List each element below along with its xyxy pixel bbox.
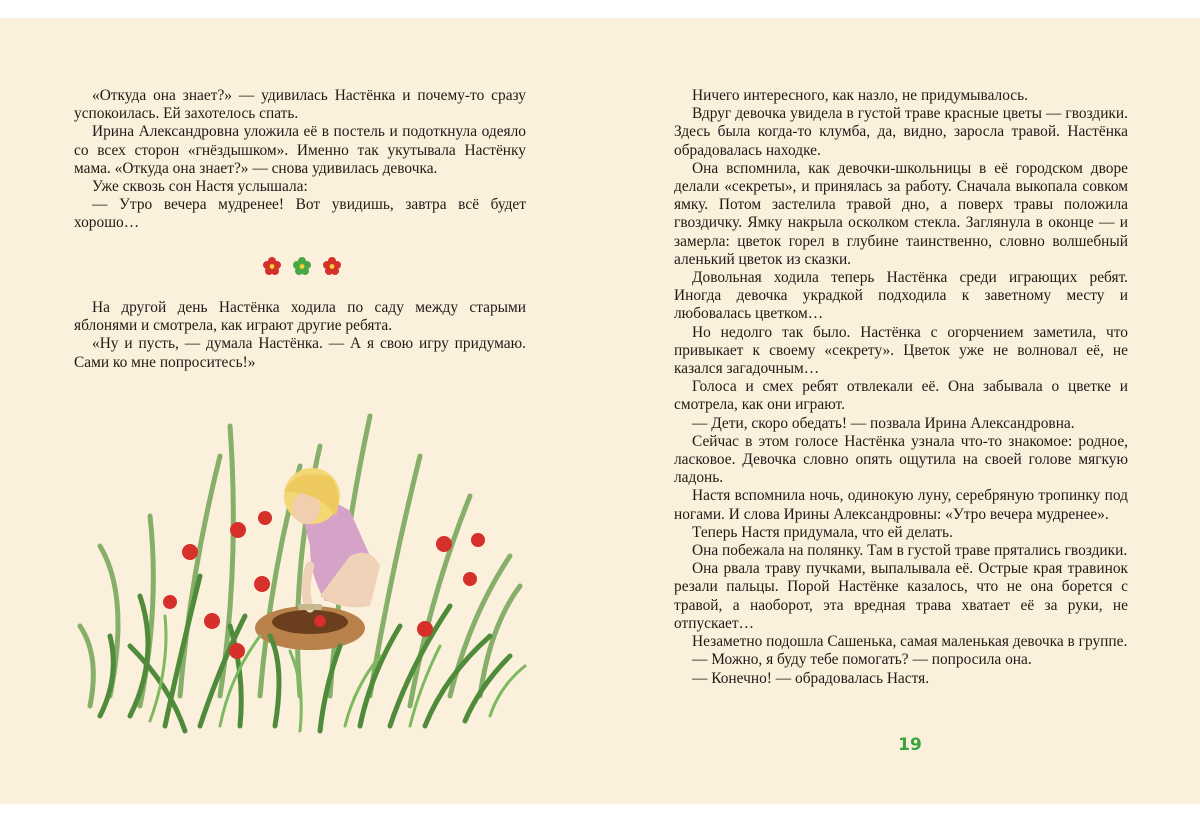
paragraph: «Откуда она знает?» — удивилась Настёнка и почему-то сразу успокоилась. Ей захотелось спать. — [74, 87, 526, 123]
green-flower-icon — [292, 256, 312, 276]
left-bottom-text — [74, 299, 526, 372]
red-flower-icon — [262, 256, 282, 276]
paragraph: Она рвала траву пучками, выпалывала её. Острые края травинок резали пальцы. Порой Настёнке казалось, что не она борется с травой, а наоборот, эта вредная трава хватает её за руки, не отпускает… — [674, 560, 1128, 632]
right-text — [674, 87, 1128, 688]
paragraph: Уже сквозь сон Настя услышала: — [92, 178, 308, 196]
paragraph: Она побежала на полянку. Там в густой траве прятались гвоздики. — [692, 542, 1128, 560]
paragraph: Вдруг девочка увидела в густой траве красные цветы — гвоздики. Здесь была когда-то клумба, да, видно, заросла травой. Настёнка обрадовалась находке. — [674, 105, 1128, 159]
page-number: 19 — [898, 735, 922, 755]
right-page — [600, 18, 1200, 804]
paragraph: Незаметно подошла Сашенька, самая маленькая девочка в группе. — [692, 633, 1128, 651]
paragraph: Довольная ходила теперь Настёнка среди играющих ребят. Иногда девочка украдкой подходила к заветному месту и любовалась цветком… — [674, 269, 1128, 323]
paragraph: Ирина Александровна уложила её в постель и подоткнула одеяло со всех сторон «гнёздышком». Именно так укутывала Настёнку мама. «Откуда она знает?» — снова удивилась девочка. — [74, 123, 526, 177]
paragraph: Теперь Настя придумала, что ей делать. — [692, 523, 953, 541]
girl-in-grass-illustration — [70, 396, 530, 736]
paragraph: — Дети, скоро обедать! — позвала Ирина Александровна. — [692, 414, 1075, 432]
paragraph: Голоса и смех ребят отвлекали её. Она забывала о цветке и смотрела, как они играют. — [674, 378, 1128, 414]
paragraph: Настя вспомнила ночь, одинокую луну, серебряную тропинку под ногами. И слова Ирины Александровны: «Утро вечера мудренее». — [674, 487, 1128, 523]
paragraph: Ничего интересного, как назло, не придумывалось. — [692, 87, 1029, 104]
paragraph: — Конечно! — обрадовалась Настя. — [692, 669, 930, 687]
paragraph: На другой день Настёнка ходила по саду между старыми яблонями и смотрела, как играют другие ребята. — [74, 299, 526, 335]
paragraph: Но недолго так было. Настёнка с огорчением заметила, что привыкает к своему «секрету». Цветок уже не волновал её, не казался загадочным… — [674, 323, 1128, 378]
left-page — [0, 18, 600, 804]
red-flower-icon — [322, 256, 342, 276]
left-top-text — [74, 87, 526, 233]
paragraph: Сейчас в этом голосе Настёнка узнала что-то знакомое: родное, ласковое. Девочка словно опять ощутила на своей голове мягкую ладонь. — [674, 432, 1128, 487]
paragraph: «Ну и пусть, — думала Настёнка. — А я свою игру придумаю. Сами ко мне попроситесь!» — [74, 335, 526, 371]
paragraph: — Можно, я буду тебе помогать? — попросила она. — [692, 651, 1032, 669]
paragraph: — Утро вечера мудренее! Вот увидишь, завтра всё будет хорошо… — [74, 196, 526, 232]
book-spread — [0, 18, 1200, 804]
section-divider-ornament — [262, 256, 342, 276]
paragraph: Она вспомнила, как девочки-школьницы в её городском дворе делали «секреты», и принялась за работу. Сначала выкопала совком ямку. Потом застелила травой дно, а поверх травы положила гвоздичку. Ямку накрыла осколком стекла. Заглянула в оконце — и замерла: цветок горел в глубине таинственно, словно волшебный аленький цветок из сказки. — [674, 159, 1128, 268]
